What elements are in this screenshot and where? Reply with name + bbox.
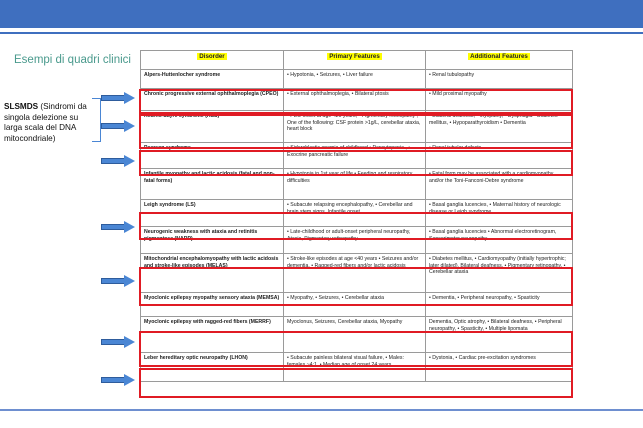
table-header-row: [141, 51, 573, 70]
primary-cell: • PEO onset at age <20 years, • Pigmentary retinopathy , • One of the following: CSF protein >1g/L, cerebellar ataxia, heart block: [284, 111, 426, 143]
header-divider: [0, 32, 643, 34]
arrow-icon: [101, 275, 137, 287]
highlight-lhon: [139, 368, 573, 398]
primary-cell: • Subacute relapsing encephalopathy, • Cerebellar and brain stem signs, Infantile onset: [284, 200, 426, 227]
additional-cell: • Bilateral deafness, • Myopathy, • Dysphagia • Diabetes mellitus, • Hypoparathyroidism • Dementia: [426, 111, 573, 143]
additional-cell: • Diabetes mellitus, • Cardiomyopathy (initially hypertrophic; later dilated), Bilateral deafness, • Pigmentary retinopathy, • Cerebellar ataxia: [426, 254, 573, 293]
disorder-cell: Neurogenic weakness with ataxia and retinitis pigmentosa (NARP): [141, 227, 284, 254]
primary-cell: • Myopathy, • Seizures, • Cerebellar ataxia: [284, 293, 426, 317]
primary-cell: Myoclonus, Seizures, Cerebellar ataxia, Myopathy: [284, 317, 426, 353]
disorder-cell: Infantile myopathy and lactic acidosis (fatal and non-fatal forms): [141, 169, 284, 200]
disorder-cell: Alpers-Huttenlocher syndrome: [141, 70, 284, 89]
header-disorder: Disorder: [141, 51, 284, 70]
highlight-cpeo: [139, 89, 573, 114]
side-note: [4, 102, 96, 144]
header-primary-features: Primary Features: [284, 51, 426, 70]
arrow-icon: [101, 92, 137, 104]
additional-cell: • Basal ganglia lucencies, • Maternal history of neurologic disease or Leigh syndrome: [426, 200, 573, 227]
additional-cell: • Dementia, • Peripheral neuropathy, • Spasticity: [426, 293, 573, 317]
primary-cell: • Hypotonia in 1st year of life • Feeding and respiratory difficulties: [284, 169, 426, 200]
table-row: [141, 70, 573, 89]
disorder-cell: Myoclonic epilepsy with ragged-red fibers (MERRF): [141, 317, 284, 353]
highlight-pearson: [139, 150, 573, 176]
primary-cell: • Hypotonia, • Seizures, • Liver failure: [284, 70, 426, 89]
header-additional-features: Additional Features: [426, 51, 573, 70]
footer-divider: [0, 409, 643, 411]
highlight-merrf: [139, 331, 573, 367]
primary-cell: • External ophthalmoplegia, • Bilateral ptosis: [284, 89, 426, 111]
arrow-icon: [101, 221, 137, 233]
arrow-icon: [101, 120, 137, 132]
additional-cell: • Renal tubular defects: [426, 143, 573, 169]
disorder-cell: Leber hereditary optic neuropathy (LHON): [141, 353, 284, 382]
slide-header-bar: [0, 0, 643, 28]
bracket-connector: [92, 98, 101, 142]
additional-cell: • Renal tubulopathy: [426, 70, 573, 89]
highlight-melas: [139, 267, 573, 306]
disorder-cell: Mitochondrial encephalomyopathy with lactic acidosis and stroke-like episodes (MELAS): [141, 254, 284, 293]
arrow-icon: [101, 374, 137, 386]
arrow-icon: [101, 155, 137, 167]
primary-cell: • Sideroblastic anemia of childhood • Pancytopenia , • Exocrine pancreatic failure: [284, 143, 426, 169]
additional-cell: • Basal ganglia lucencies • Abnormal electroretinogram, Sensorimotor neuropathy: [426, 227, 573, 254]
side-note-text: (Sindromi da singola delezione su larga scala del DNA mitocondriale): [4, 102, 87, 143]
additional-cell: • Mild proximal myopathy: [426, 89, 573, 111]
disorder-cell: Kearns-Sayre syndrome (KSS): [141, 111, 284, 143]
additional-cell: • Dystonia, • Cardiac pre-excitation syndromes: [426, 353, 573, 382]
disorder-cell: Chronic progressive external ophthalmoplegia (CPEO): [141, 89, 284, 111]
highlight-leigh: [139, 212, 573, 240]
additional-cell: Dementia, Optic atrophy, • Bilateral deafness, • Peripheral neuropathy, • Spasticity, • Multiple lipomata: [426, 317, 573, 353]
primary-cell: • Late-childhood or adult-onset peripheral neuropathy, Ataxia, Pigmentary retinopathy: [284, 227, 426, 254]
disorder-cell: Myoclonic epilepsy myopathy sensory ataxia (MEMSA): [141, 293, 284, 317]
primary-cell: • Subacute painless bilateral visual failure, • Males: females ~4:1, • Median age of onset 24 years: [284, 353, 426, 382]
highlight-kss: [139, 114, 573, 149]
primary-cell: • Stroke-like episodes at age <40 years • Seizures and/or dementia, • Ragged-red fibers and/or lactic acidosis: [284, 254, 426, 293]
additional-cell: • Fatal form may be associated with a cardiomyopathy and/or the Toni-Fanconi-Debre syndrome: [426, 169, 573, 200]
slide-title: Esempi di quadri clinici: [14, 54, 131, 66]
disorder-cell: Leigh syndrome (LS): [141, 200, 284, 227]
arrow-icon: [101, 336, 137, 348]
disorder-cell: Pearson syndrome: [141, 143, 284, 169]
side-note-bold: SLSMDS: [4, 102, 39, 111]
